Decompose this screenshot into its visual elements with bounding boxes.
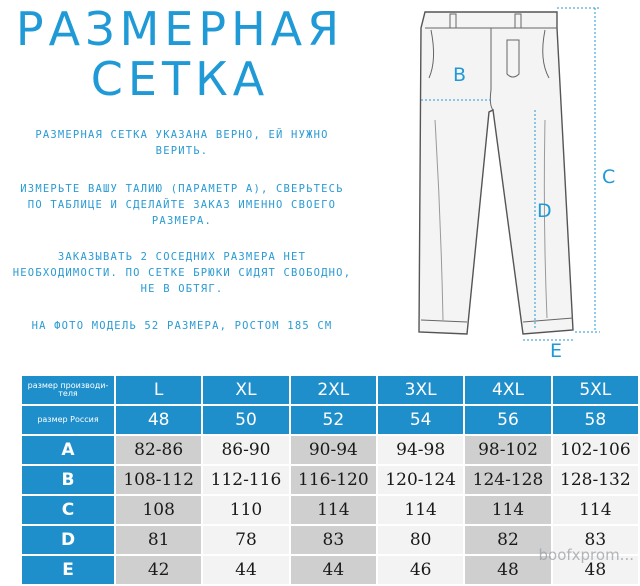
mfr-size: 2XL bbox=[291, 376, 376, 404]
table-cell: 112-116 bbox=[203, 466, 288, 494]
label-c: C bbox=[602, 166, 616, 188]
table-cell: 48 bbox=[465, 556, 550, 584]
table-row bbox=[22, 436, 638, 464]
table-cell: 120-124 bbox=[378, 466, 463, 494]
paragraph-3: ЗАКАЗЫВАТЬ 2 СОСЕДНИХ РАЗМЕРА НЕТ НЕОБХОДИМОСТИ. ПО СЕТКЕ БРЮКИ СИДЯТ СВОБОДНО, НЕ В ОБТЯГ. bbox=[12, 251, 352, 295]
mfr-size: 3XL bbox=[378, 376, 463, 404]
table-cell: 44 bbox=[203, 556, 288, 584]
table-cell: 98-102 bbox=[465, 436, 550, 464]
paragraph-2: ИЗМЕРЬТЕ ВАШУ ТАЛИЮ (ПАРАМЕТР А), СВЕРЬТЕСЬ ПО ТАБЛИЦЕ И СДЕЛАЙТЕ ЗАКАЗ ИМЕННО СВОЕГО РАЗМЕРА. bbox=[20, 183, 344, 227]
table-cell: 46 bbox=[378, 556, 463, 584]
title-line-1: РАЗМЕРНАЯ bbox=[15, 2, 345, 56]
label-d: D bbox=[537, 200, 552, 222]
table-cell: 114 bbox=[291, 496, 376, 524]
table-cell: 110 bbox=[203, 496, 288, 524]
table-cell: 82-86 bbox=[116, 436, 201, 464]
table-cell: 82 bbox=[465, 526, 550, 554]
table-cell: 83 bbox=[291, 526, 376, 554]
mfr-size: XL bbox=[203, 376, 288, 404]
russia-size: 56 bbox=[465, 406, 550, 434]
russia-size: 58 bbox=[553, 406, 638, 434]
table-cell: 94-98 bbox=[378, 436, 463, 464]
russia-size: 50 bbox=[203, 406, 288, 434]
trousers-diagram bbox=[395, 0, 640, 368]
table-cell: 80 bbox=[378, 526, 463, 554]
table-cell: 116-120 bbox=[291, 466, 376, 494]
header-mfr-label: размер производи-теля bbox=[22, 376, 114, 404]
table-cell: 83 bbox=[553, 526, 638, 554]
table-row bbox=[22, 466, 638, 494]
table-cell: 114 bbox=[378, 496, 463, 524]
russia-size: 54 bbox=[378, 406, 463, 434]
table-cell: 81 bbox=[116, 526, 201, 554]
table-cell: 108-112 bbox=[116, 466, 201, 494]
row-label: B bbox=[22, 466, 114, 494]
header-row-manufacturer bbox=[22, 376, 638, 404]
table-cell: 114 bbox=[465, 496, 550, 524]
russia-size: 52 bbox=[291, 406, 376, 434]
title-line-2: СЕТКА bbox=[90, 52, 270, 106]
row-label: C bbox=[22, 496, 114, 524]
paragraph-4: НА ФОТО МОДЕЛЬ 52 РАЗМЕРА, РОСТОМ 185 СМ bbox=[31, 320, 333, 332]
mfr-size: L bbox=[116, 376, 201, 404]
table-cell: 124-128 bbox=[465, 466, 550, 494]
table-cell: 108 bbox=[116, 496, 201, 524]
mfr-size: 4XL bbox=[465, 376, 550, 404]
table-cell: 48 bbox=[553, 556, 638, 584]
row-label: D bbox=[22, 526, 114, 554]
watermark: boofxprom... bbox=[538, 546, 634, 564]
table-cell: 86-90 bbox=[203, 436, 288, 464]
header-row-russia bbox=[22, 406, 638, 434]
table-cell: 78 bbox=[203, 526, 288, 554]
row-label: A bbox=[22, 436, 114, 464]
mfr-size: 5XL bbox=[553, 376, 638, 404]
label-e: E bbox=[550, 340, 563, 362]
table-cell: 128-132 bbox=[553, 466, 638, 494]
label-b: B bbox=[453, 64, 467, 86]
russia-size: 48 bbox=[116, 406, 201, 434]
header-russia-label: размер Россия bbox=[22, 406, 114, 434]
paragraph-1: РАЗМЕРНАЯ СЕТКА УКАЗАНА ВЕРНО, ЕЙ НУЖНО ВЕРИТЬ. bbox=[35, 129, 329, 157]
table-cell: 114 bbox=[553, 496, 638, 524]
row-label: E bbox=[22, 556, 114, 584]
table-cell: 90-94 bbox=[291, 436, 376, 464]
table-cell: 44 bbox=[291, 556, 376, 584]
table-cell: 102-106 bbox=[553, 436, 638, 464]
table-cell: 42 bbox=[116, 556, 201, 584]
table-row bbox=[22, 496, 638, 524]
